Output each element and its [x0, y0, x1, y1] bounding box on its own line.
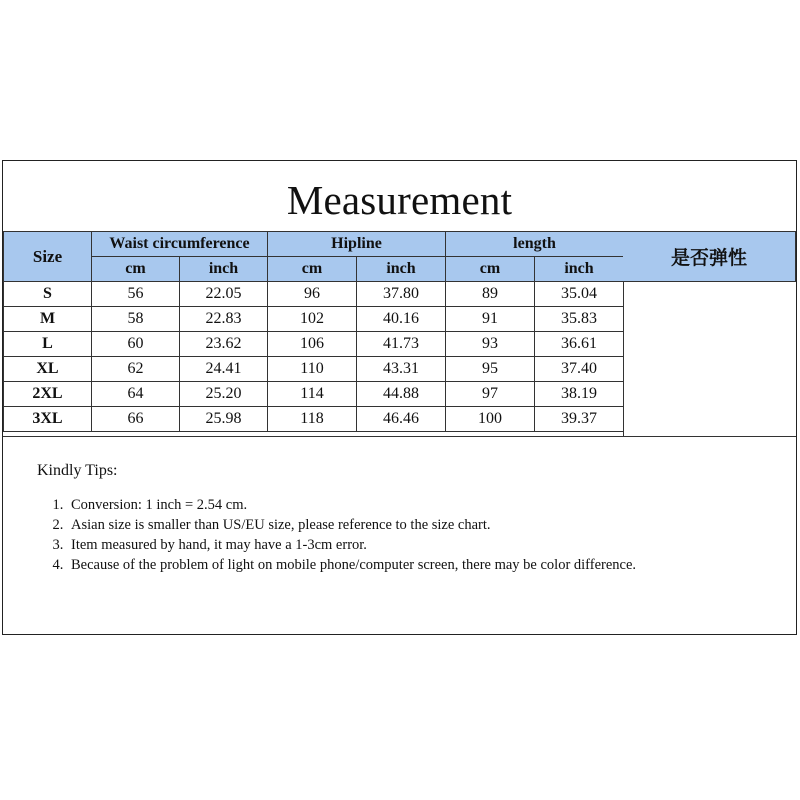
unit-header: cm — [92, 257, 180, 282]
measurement-cell: 110 — [268, 357, 357, 382]
table-unit-header-row — [4, 257, 624, 282]
measurement-cell: 35.04 — [535, 282, 624, 307]
measurement-cell: 58 — [92, 307, 180, 332]
measurement-cell: 35.83 — [535, 307, 624, 332]
hipline-group-header: Hipline — [268, 232, 446, 257]
elasticity-column-divider — [623, 282, 624, 437]
measurement-cell: 89 — [446, 282, 535, 307]
measurement-cell: 22.83 — [180, 307, 268, 332]
measurement-cell: 41.73 — [357, 332, 446, 357]
measurement-cell: 106 — [268, 332, 357, 357]
measurement-cell: 43.31 — [357, 357, 446, 382]
size-cell: 2XL — [4, 382, 92, 407]
elasticity-header: 是否弹性 — [623, 231, 796, 282]
length-group-header: length — [446, 232, 624, 257]
measurement-cell: 37.40 — [535, 357, 624, 382]
tips-list — [37, 495, 737, 575]
size-column-header: Size — [4, 232, 92, 282]
measurement-cell: 114 — [268, 382, 357, 407]
table-bottom-divider — [3, 436, 796, 437]
measurement-cell: 118 — [268, 407, 357, 432]
measurement-cell: 22.05 — [180, 282, 268, 307]
unit-header: inch — [180, 257, 268, 282]
measurement-cell: 25.98 — [180, 407, 268, 432]
measurement-cell: 40.16 — [357, 307, 446, 332]
unit-header: inch — [535, 257, 624, 282]
table-row — [4, 282, 624, 307]
waist-group-header: Waist circumference — [92, 232, 268, 257]
tip-item: 4. Because of the problem of light on mobile phone/computer screen, there may be color difference. — [67, 555, 737, 575]
measurement-cell: 96 — [268, 282, 357, 307]
tip-item: 2. Asian size is smaller than US/EU size, please reference to the size chart. — [67, 515, 737, 535]
measurement-cell: 62 — [92, 357, 180, 382]
size-cell: L — [4, 332, 92, 357]
measurement-cell: 23.62 — [180, 332, 268, 357]
measurement-cell: 102 — [268, 307, 357, 332]
measurement-cell: 60 — [92, 332, 180, 357]
measurement-cell: 97 — [446, 382, 535, 407]
size-cell: 3XL — [4, 407, 92, 432]
tips-title: Kindly Tips: — [37, 462, 118, 479]
measurement-cell: 46.46 — [357, 407, 446, 432]
measurement-cell: 91 — [446, 307, 535, 332]
size-chart-frame — [2, 160, 797, 635]
measurement-cell: 38.19 — [535, 382, 624, 407]
unit-header: inch — [357, 257, 446, 282]
measurement-cell: 66 — [92, 407, 180, 432]
table-row — [4, 307, 624, 332]
table-group-header-row — [4, 232, 624, 257]
tip-item: 1. Conversion: 1 inch = 2.54 cm. — [67, 495, 737, 515]
measurement-cell: 39.37 — [535, 407, 624, 432]
size-table — [3, 231, 624, 432]
measurement-cell: 95 — [446, 357, 535, 382]
measurement-cell: 36.61 — [535, 332, 624, 357]
table-body — [4, 282, 624, 432]
measurement-cell: 93 — [446, 332, 535, 357]
unit-header: cm — [446, 257, 535, 282]
kindly-tips — [37, 461, 737, 575]
measurement-cell: 24.41 — [180, 357, 268, 382]
unit-header: cm — [268, 257, 357, 282]
table-row — [4, 382, 624, 407]
measurement-cell: 25.20 — [180, 382, 268, 407]
table-row — [4, 332, 624, 357]
measurement-cell: 64 — [92, 382, 180, 407]
size-cell: M — [4, 307, 92, 332]
measurement-cell: 100 — [446, 407, 535, 432]
measurement-cell: 44.88 — [357, 382, 446, 407]
chart-title: Measurement — [286, 177, 513, 223]
table-row — [4, 407, 624, 432]
measurement-cell: 37.80 — [357, 282, 446, 307]
size-cell: XL — [4, 357, 92, 382]
tip-item: 3. Item measured by hand, it may have a 1-3cm error. — [67, 535, 737, 555]
measurement-cell: 56 — [92, 282, 180, 307]
table-row — [4, 357, 624, 382]
size-cell: S — [4, 282, 92, 307]
